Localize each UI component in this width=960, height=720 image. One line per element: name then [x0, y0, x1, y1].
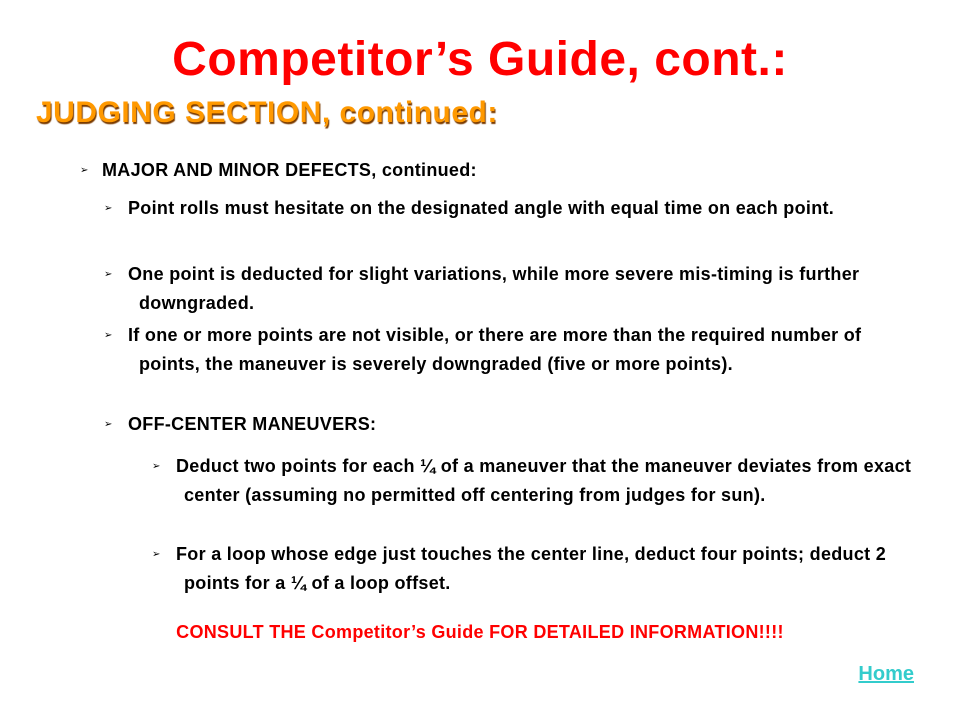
list-item-major-minor-defects — [80, 156, 900, 185]
list-item-text: For a loop whose edge just touches the center line, deduct four points; deduct 2 points for a ¼ of a loop offset. — [176, 544, 887, 593]
list-item-off-center-maneuvers — [104, 410, 894, 439]
consult-guide-note: CONSULT THE Competitor’s Guide FOR DETAILED INFORMATION!!!! — [176, 622, 784, 642]
arrow-bullet-icon: ➢ — [104, 269, 113, 280]
list-item-text: One point is deducted for slight variations, while more severe mis-timing is further downgraded. — [128, 264, 860, 313]
list-item-text: Deduct two points for each ¼ of a maneuver that the maneuver deviates from exact center (assuming no permitted off centering from judges for sun). — [176, 456, 912, 505]
list-item-deduction-variations — [104, 260, 894, 318]
arrow-bullet-icon: ➢ — [104, 203, 113, 214]
section-heading: JUDGING SECTION, continued: — [36, 96, 498, 129]
list-item-text: If one or more points are not visible, or there are more than the required number of points, the maneuver is severely downgraded (five or more points). — [128, 325, 862, 374]
list-item-deduct-two-points — [152, 452, 912, 510]
list-item-points-not-visible — [104, 321, 894, 379]
list-item-text: OFF-CENTER MANEUVERS: — [128, 414, 377, 434]
list-item-text: MAJOR AND MINOR DEFECTS, continued: — [102, 160, 477, 180]
arrow-bullet-icon: ➢ — [104, 419, 113, 430]
arrow-bullet-icon: ➢ — [152, 461, 161, 472]
arrow-bullet-icon: ➢ — [152, 549, 161, 560]
list-item-loop-edge — [152, 540, 912, 598]
page-title: Competitor’s Guide, cont.: — [172, 33, 788, 86]
home-link[interactable]: Home — [858, 663, 914, 685]
list-item-point-rolls — [104, 194, 894, 223]
arrow-bullet-icon: ➢ — [104, 330, 113, 341]
list-item-text: Point rolls must hesitate on the designated angle with equal time on each point. — [128, 198, 835, 218]
arrow-bullet-icon: ➢ — [80, 165, 89, 176]
